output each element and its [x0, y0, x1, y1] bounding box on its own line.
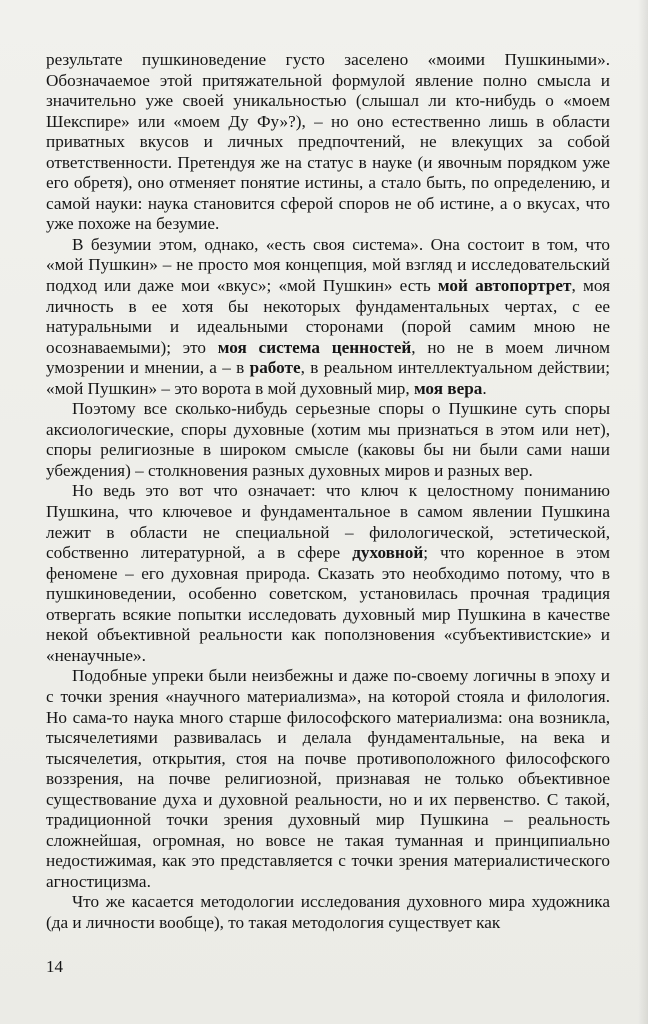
text-segment: ; что коренное в этом феномене – его духовная природа. Сказать это необходимо потому, что в пушкиноведении, особенно советском, установилась прочная традиция отвергать всякие попытки исследовать духовный мир Пушкина в качестве некой объективной реальности как поползновения «субъективистские» и «ненаучные». — [46, 543, 610, 665]
paragraph-5 — [46, 666, 610, 892]
text-segment: результате пушкиноведение густо заселено «моими Пушкиными». Обозначаемое этой притяжательной формулой явление полно смысла и значительно уже своей уникальностью (слышал ли кто-нибудь о «моем Шекспире» или «моем Ду Фу»?), – но оно естественно лишь в области приватных вкусов и личных предпочтений, не влекущих за собой ответственности. Претендуя же на статус в науке (и явочным порядком уже его обретя), оно отменяет понятие истины, а стало быть, по определению, и самой науки: наука становится сферой споров не об истине, а о вкусах, что уже похоже на безумие. — [46, 50, 610, 234]
emphasis-segment: моя вера — [413, 378, 483, 398]
paragraph-4 — [46, 481, 610, 666]
text-segment: В безумии этом, однако, «есть своя система». Она состоит в том, что «мой Пушкин» – не просто моя концепция, мой взгляд и исследовательский подход или даже мои «вкус»; «мой Пушкин» есть — [46, 234, 610, 296]
text-segment: Что же касается методологии исследования духовного мира художника (да и личности вообще), то такая методология существует как — [46, 892, 610, 932]
text-segment: Подобные упреки были неизбежны и даже по-своему логичны в эпоху и с точки зрения «научного материализма», на которой стояла и филология. Но сама-то наука много старше философского материализма: она возникла, тысячелетиями развивалась и делала фундаментальные, на века и тысячелетия, открытия, стоя на почве противоположного философского воззрения, на почве религиозной, признавая не только объективное существование духа и духовной реальности, но и их первенство. С такой, традиционной точки зрения духовный мир Пушкина – реальность сложнейшая, огромная, но вовсе не такая туманная и принципиально недостижимая, как это представляется с точки зрения материалистического агностицизма. — [46, 666, 610, 891]
body-text — [46, 50, 610, 934]
paragraph-1 — [46, 50, 610, 235]
paragraph-2 — [46, 235, 610, 399]
text-segment: . — [482, 378, 487, 398]
emphasis-segment: работе — [249, 358, 301, 378]
text-segment: , в реальном интеллектуальном действии; «мой Пушкин» – это ворота в мой духовный мир, — [46, 358, 610, 398]
text-segment: Поэтому все сколько-нибудь серьезные споры о Пушкине суть споры аксиологические, споры духовные (хотим мы признаться в этом или нет), споры религиозные в широком смысле (каковы бы ни были сами наши убеждения) – столкновения разных духовных миров и разных вер. — [46, 399, 610, 480]
page-edge-shadow — [638, 0, 648, 1024]
text-segment: , но не в моем личном умозрении и мнении, а – в — [46, 337, 610, 378]
emphasis-segment: моя система ценностей — [217, 337, 412, 357]
paragraph-6 — [46, 892, 610, 933]
paragraph-3 — [46, 399, 610, 481]
text-segment: Но ведь это вот что означает: что ключ к целостному пониманию Пушкина, что ключевое и фундаментальное в самом явлении Пушкина лежит в области не специальной – филологической, эстетической, собственно литературной, а в сфере — [46, 481, 610, 563]
emphasis-segment: духовной — [352, 543, 424, 563]
text-segment: , моя личность в ее хотя бы некоторых фундаментальных чертах, с ее натуральными и идеальными сторонами (порой самим мною не осознаваемыми); это — [46, 276, 610, 357]
page-number: 14 — [46, 957, 63, 976]
emphasis-segment: мой автопортрет — [437, 276, 572, 296]
